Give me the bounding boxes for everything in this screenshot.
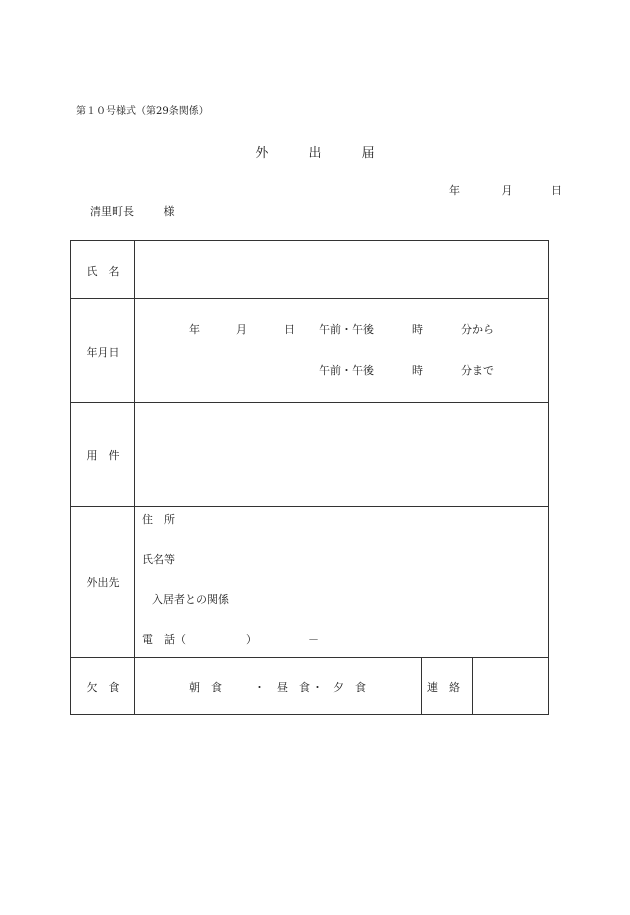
destination-label: 外出先 [86, 576, 120, 589]
meal-lunch[interactable]: 昼 食 [277, 681, 310, 694]
end-ampm: 午前・午後 [319, 364, 374, 377]
date-day: 日 [551, 184, 562, 197]
start-ampm: 午前・午後 [319, 323, 374, 336]
label-column-divider [134, 241, 135, 714]
meal-divider-1 [421, 657, 422, 714]
meal-breakfast[interactable]: 朝 食 [189, 681, 222, 694]
name-etc-label: 氏名等 [142, 553, 175, 566]
row-divider-4 [71, 657, 548, 658]
row-divider-3 [71, 506, 548, 507]
title-char-2: 出 [308, 146, 322, 161]
meal-dinner[interactable]: 夕 食 [333, 681, 366, 694]
date-year: 年 [449, 184, 460, 197]
end-minute: 分まで [461, 364, 494, 377]
form-number: 第１０号様式（第29条関係） [76, 106, 209, 117]
form-title [0, 142, 630, 161]
meal-divider-2 [472, 657, 473, 714]
phone-dash: － [308, 633, 319, 646]
name-field[interactable] [136, 242, 546, 297]
date-month: 月 [501, 184, 513, 197]
row-divider-1 [71, 298, 548, 299]
phone-close-paren: ） [246, 633, 257, 646]
row-divider-2 [71, 402, 548, 403]
addressee [90, 203, 175, 219]
meal-separator-2: ・ [312, 681, 323, 694]
purpose-label: 用 件 [86, 449, 120, 462]
title-char-1: 外 [255, 146, 269, 161]
meal-separator-1: ・ [254, 681, 265, 694]
end-hour: 時 [412, 364, 423, 377]
address-label: 住 所 [142, 513, 175, 526]
start-day: 日 [284, 323, 295, 336]
start-hour: 時 [412, 323, 423, 336]
phone-label: 電 話（ [142, 633, 186, 646]
addressee-name: 清里町長 [90, 205, 134, 218]
submission-date [449, 182, 562, 198]
addressee-honorific: 様 [163, 205, 175, 218]
title-char-3: 届 [361, 146, 375, 161]
date-label: 年月日 [86, 346, 120, 359]
contact-label: 連 絡 [427, 681, 460, 694]
meal-label: 欠 食 [86, 681, 120, 694]
start-month: 月 [236, 323, 247, 336]
name-label: 氏 名 [86, 265, 120, 278]
application-table [70, 240, 549, 715]
contact-field[interactable] [474, 659, 546, 713]
purpose-field[interactable] [136, 404, 546, 504]
start-minute: 分から [461, 323, 494, 336]
relation-label: 入居者との関係 [152, 593, 229, 606]
start-year: 年 [189, 323, 200, 336]
